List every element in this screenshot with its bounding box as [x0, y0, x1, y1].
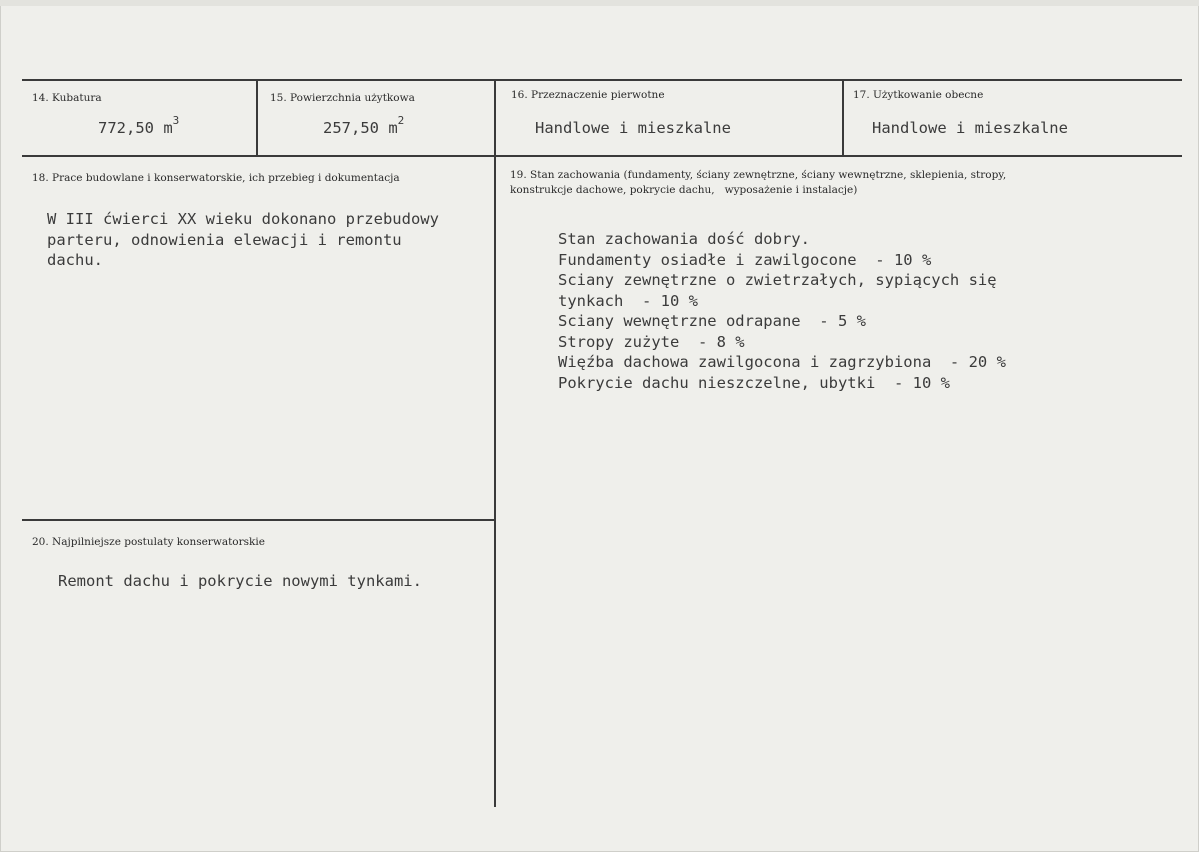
card-top-edge	[0, 0, 1199, 6]
field-17-value: Handlowe i mieszkalne	[872, 119, 1068, 137]
field-18-line: parteru, odnowienia elewacji i remontu	[47, 230, 402, 249]
divider-field18-bottom	[22, 519, 494, 521]
field-16-label: 16. Przeznaczenie pierwotne	[511, 89, 665, 101]
powierzchnia-value: 257,50 m	[323, 119, 398, 137]
divider-col-14-15	[256, 80, 258, 156]
field-19-line: Więźba dachowa zawilgocona i zagrzybiona - 20 %	[558, 353, 1006, 371]
field-19-label-line1: 19. Stan zachowania (fundamenty, ściany zewnętrzne, ściany wewnętrzne, sklepienia, stropy,	[510, 169, 1007, 181]
field-19-line: Sciany wewnętrzne odrapane - 5 %	[558, 312, 866, 330]
divider-row1-bottom	[22, 155, 1182, 157]
field-16-value: Handlowe i mieszkalne	[535, 119, 731, 137]
field-19-line: Sciany zewnętrzne o zwietrzałych, sypiących się	[558, 271, 997, 289]
field-18-line: dachu.	[47, 251, 103, 269]
divider-top	[22, 79, 1182, 81]
field-20-value: Remont dachu i pokrycie nowymi tynkami.	[58, 572, 422, 590]
field-18-text	[47, 209, 439, 271]
field-15-value	[323, 114, 405, 141]
field-19-line: Fundamenty osiadłe i zawilgocone - 10 %	[558, 250, 932, 269]
kubatura-value: 772,50 m	[98, 119, 173, 137]
field-19-label-line2: konstrukcje dachowe, pokrycie dachu, wyposażenie i instalacje)	[510, 184, 858, 196]
kubatura-unit-exponent: 3	[172, 114, 180, 127]
field-18-label: 18. Prace budowlane i konserwatorskie, ich przebieg i dokumentacja	[32, 172, 400, 184]
field-15-label: 15. Powierzchnia użytkowa	[270, 92, 415, 104]
field-19-line: Stan zachowania dość dobry.	[558, 230, 810, 248]
divider-col-16-17	[842, 80, 844, 156]
field-19-line: Pokrycie dachu nieszczelne, ubytki - 10 %	[558, 373, 950, 392]
field-19-line: tynkach - 10 %	[558, 291, 698, 310]
powierzchnia-unit-exponent: 2	[397, 114, 405, 127]
field-14-label: 14. Kubatura	[32, 92, 102, 104]
field-19-line: Stropy zużyte - 8 %	[558, 332, 745, 351]
field-17-label: 17. Użytkowanie obecne	[853, 89, 984, 101]
field-14-value	[98, 114, 180, 141]
field-20-label: 20. Najpilniejsze postulaty konserwatorskie	[32, 536, 265, 548]
divider-col-main	[494, 80, 496, 807]
field-19-text	[558, 229, 1006, 393]
field-18-line: W III ćwierci XX wieku dokonano przebudowy	[47, 210, 439, 228]
